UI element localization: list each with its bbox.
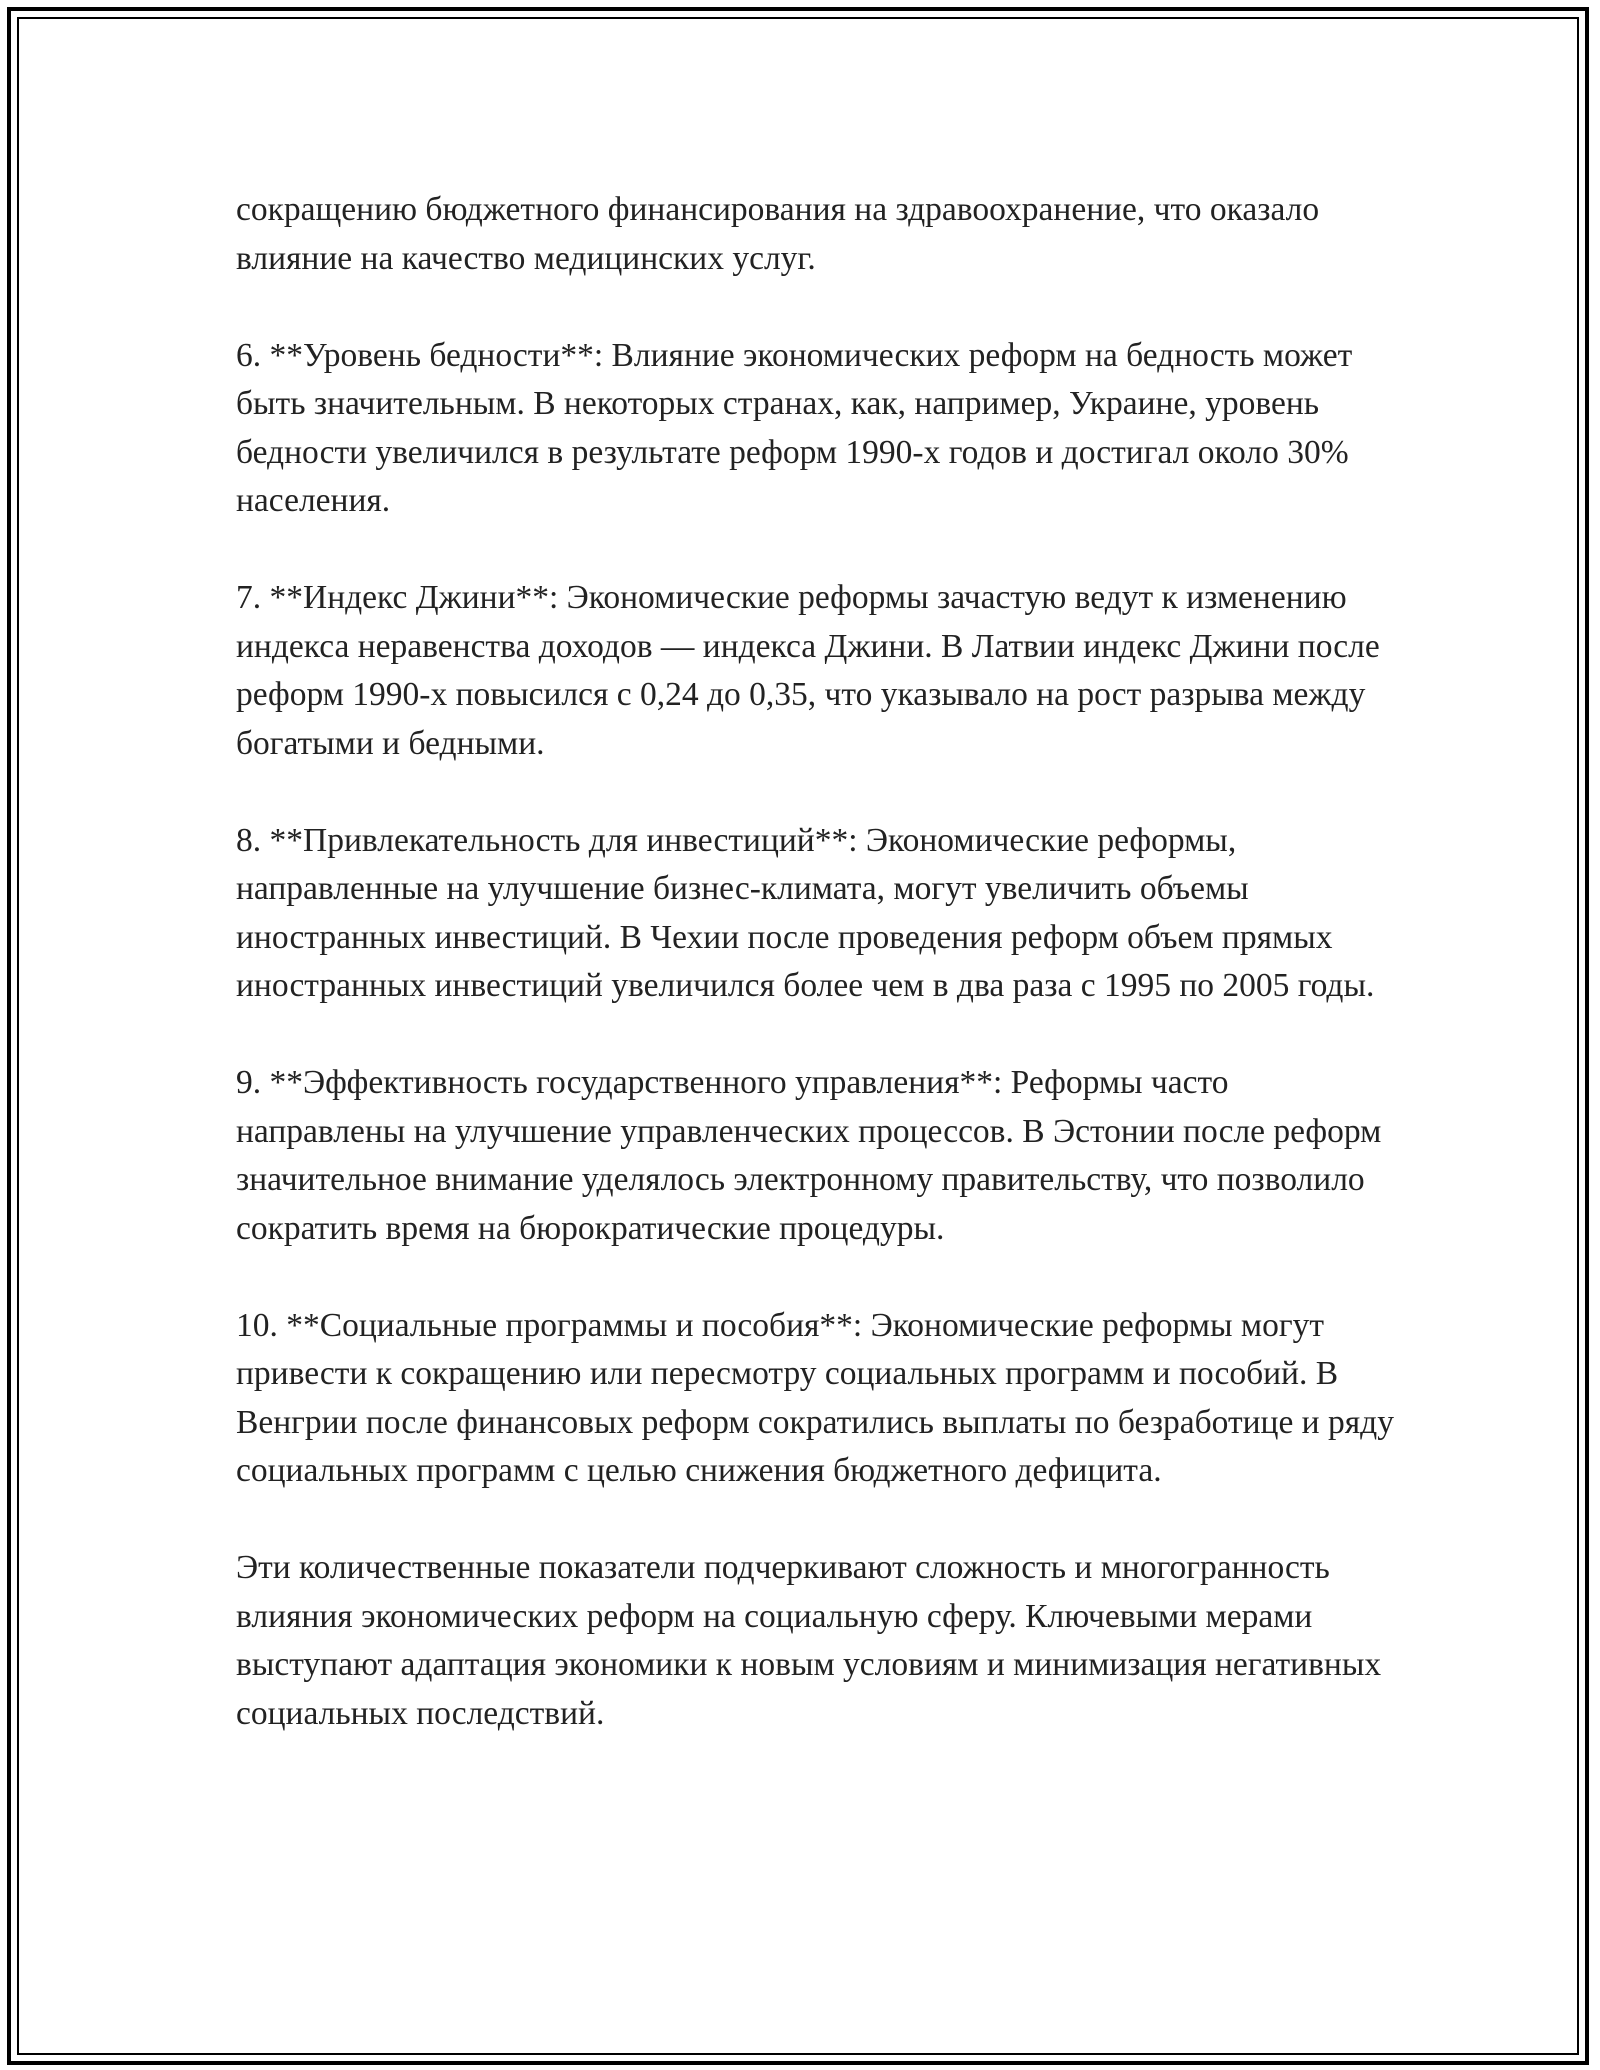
paragraph-conclusion: Эти количественные показатели подчеркивают сложность и многогранность влияния экономических реформ на социальную сферу. Ключевыми мерами выступают адаптация экономики к новым условиям и минимизация негативных социальных последствий.: [236, 1549, 1382, 1732]
paragraph-investment-attractiveness: 8. **Привлекательность для инвестиций**: Экономические реформы, направленные на улучшение бизнес-климата, могут увеличить объемы иностранных инвестиций. В Чехии после проведения реформ объем прямых иностранных инвестиций увеличился более чем в два раза с 1995 по 2005 годы.: [236, 821, 1375, 1004]
paragraph-gini-index: 7. **Индекс Джини**: Экономические реформы зачастую ведут к изменению индекса неравенства доходов — индекса Джини. В Латвии индекс Джини после реформ 1990-х повысился с 0,24 до 0,35, что указывало на рост разрыва между богатыми и бедными.: [236, 579, 1380, 762]
paragraph-government-efficiency: 9. **Эффективность государственного управления**: Реформы часто направлены на улучшение управленческих процессов. В Эстонии после реформ значительное внимание уделялось электронному правительству, что позволило сократить время на бюрократические процедуры.: [236, 1064, 1382, 1247]
document-body: [236, 186, 1396, 1787]
paragraph-poverty-level: 6. **Уровень бедности**: Влияние экономических реформ на бедность может быть значительным. В некоторых странах, как, например, Украине, уровень бедности увеличился в результате реформ 1990-х годов и достигал около 30% населения.: [236, 336, 1353, 519]
paragraph-continuation: сокращению бюджетного финансирования на здравоохранение, что оказало влияние на качество медицинских услуг.: [236, 191, 1320, 277]
paragraph-social-programs: 10. **Социальные программы и пособия**: Экономические реформы могут привести к сокращению или пересмотру социальных программ и пособий. В Венгрии после финансовых реформ сократились выплаты по безработице и ряду социальных программ с целью снижения бюджетного дефицита.: [236, 1306, 1394, 1489]
